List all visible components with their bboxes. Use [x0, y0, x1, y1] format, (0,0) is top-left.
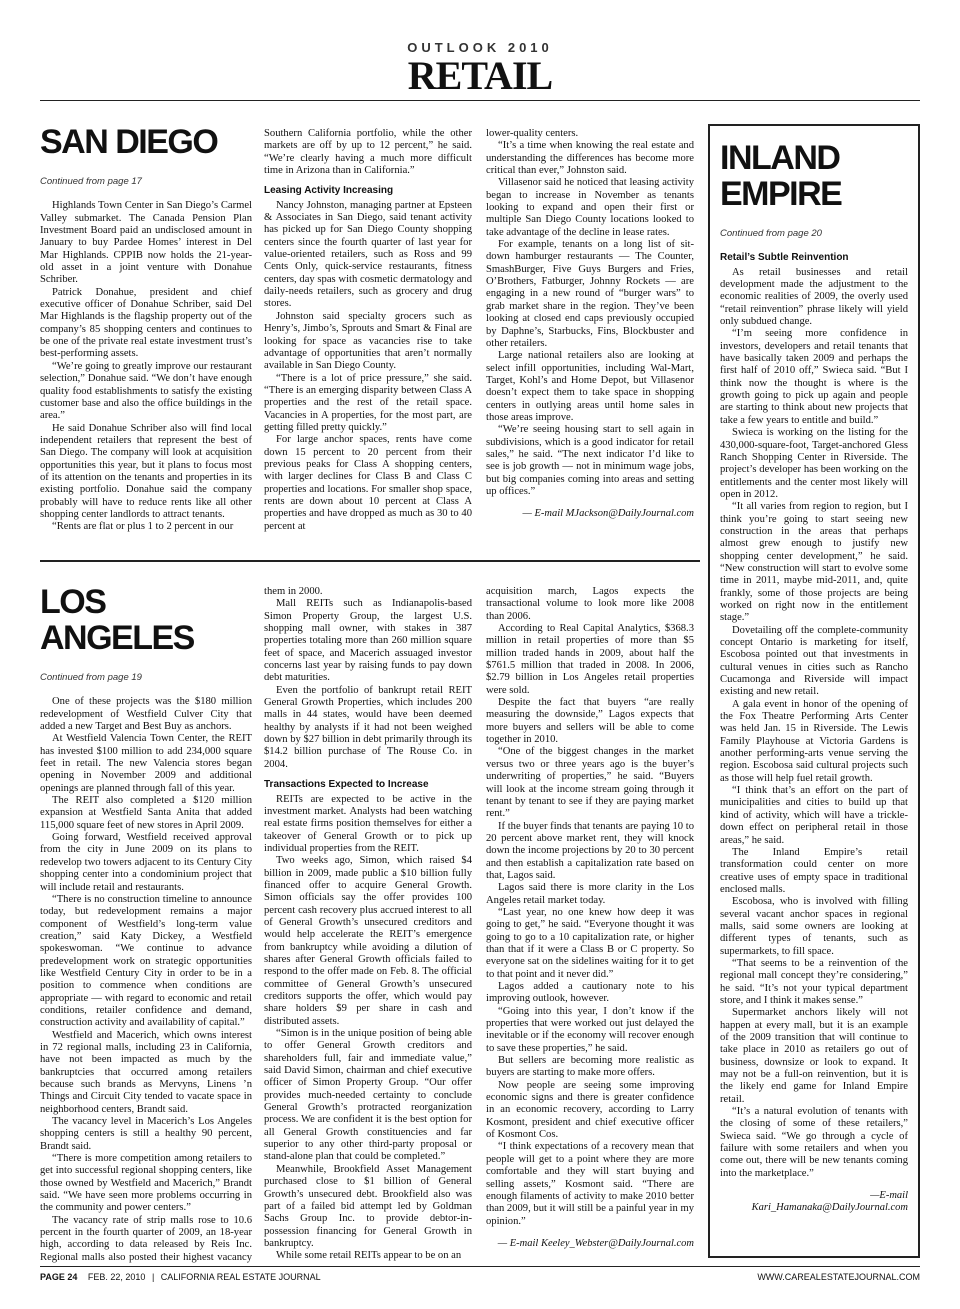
los-angeles-continued: Continued from page 19 [40, 672, 142, 683]
paragraph: One of these projects was the $180 million redevelopment of Westfield Culver City that added a new Target and Best Buy as anchors. [40, 696, 252, 733]
paragraph: If the buyer finds that tenants are paying 10 to 20 percent above market rent, they will knock down the income projections by 20 to 30 percent and then establish a capitalization rate based on that, Lagos said. [486, 820, 694, 881]
san-diego-continued: Continued from page 17 [40, 176, 142, 187]
los-angeles-subhead: Transactions Expected to Increase [264, 779, 429, 791]
los-angeles-byline: — E-mail Keeley_Webster@DailyJournal.com [497, 1237, 694, 1249]
paragraph: The vacancy rate of strip malls rose to 10.6 percent in the fourth quarter of 2009, an 18-year high, according to data released by Reis Inc. Regional malls also posted their highest vacancy [40, 1214, 252, 1263]
paragraph: REITs are expected to be active in the investment market. Analysts had been watching real estate firms position themselves for either a takeover of General Growth or to pick up individual properties from the REIT. [264, 793, 472, 854]
paragraph: Nancy Johnston, managing partner at Epsteen & Associates in San Diego, said tenant activity has picked up for San Diego County shopping centers since the fourth quarter of last year for value-oriented retailers, such as Ross and 99 Cents Only, quick-service restaurants, fitness centers, day spas with cosmetic dermatology and daily-needs retailers, such as grocery and drug stores. [264, 199, 472, 310]
los-angeles-col3-body [486, 586, 694, 1228]
inland-empire-headline-1: INLAND [720, 140, 840, 177]
paragraph: acquisition march, Lagos expects the transactional volume to look more like 2008 than 2006. [486, 586, 694, 622]
paragraph: While some retail REITs appear to be on an [276, 1250, 462, 1262]
paragraph: Dovetailing off the complete-community concept Ontario is marketing for itself, Escobosa pointed out that investments in cultural venues in cities such as Rancho Cucamonga and Riverside will impact existing and new retail. [720, 624, 908, 698]
page-footer: PAGE 24 FEB. 22, 2010 | CALIFORNIA REAL ESTATE JOURNAL WWW.CAREALESTATEJOURNAL.COM [40, 1272, 920, 1282]
san-diego-byline: — E-mail MJackson@DailyJournal.com [522, 508, 694, 520]
inland-empire-body [720, 267, 908, 1180]
paragraph: “I think expectations of a recovery mean that people will get to a point where they are more comfortable and they will start buying and selling assets,” Kosmont said. “There are enough filaments of activity to make 2010 better than 2009, but it will still be a painful year in my opinion.” [486, 1141, 694, 1227]
paragraph: “One of the biggest changes in the market versus two or three years ago is the buyer’s underwriting of properties,” he said. “Buyers will look at the income stream going through it tenant by tenant to see if they are paying market rent.” [486, 746, 694, 820]
paragraph: Patrick Donahue, president and chief executive officer of Donahue Schriber, said Del Mar Highlands is the flagship property out of the company’s 85 shopping centers and continues to be one of the private real estate investment trust’s best-performing assets. [40, 286, 252, 360]
los-angeles-column-1 [40, 584, 252, 1264]
paragraph: “It’s a natural evolution of tenants with the closing of some of these retailers,” Swieca said. “We go through a cycle of failure with some retailers and when you come out, there will be new tenants coming into the marketplace.” [720, 1106, 908, 1179]
paragraph: According to Real Capital Analytics, $368.3 million in retail properties of more than $5 million traded hands in 2009, about half the $761.5 million that traded in 2008. In 2006, $2.79 billion in Los Angeles retail properties were sold. [486, 623, 694, 696]
paragraph: Lagos added a cautionary note to his improving outlook, however. [486, 981, 694, 1005]
paragraph: Going forward, Westfield received approval from the city in June 2009 on its plans to redevelop two towers adjacent to its Century City shopping center into a condominium project that will include retail and restaurants. [40, 832, 252, 893]
inland-empire-subhead: Retail’s Subtle Reinvention [720, 252, 849, 264]
inland-empire-box [708, 124, 920, 1258]
story-divider [40, 560, 700, 562]
san-diego-headline: SAN DIEGO [40, 124, 218, 161]
paragraph: “I’m seeing more confidence in investors, developers and retail tenants that have basically taken 2009 and perhaps the first half of 2010 off,” Swieca said. “But I think now the thought is where is the growth going to pick up again and people are starting to think about new projects that take a few years to entitle and build.” [720, 328, 908, 426]
paragraph: Despite the fact that buyers “are really measuring the downside,” Lagos expects that more buyers and sellers will be able to come together in 2010. [486, 697, 694, 746]
san-diego-col3-body [486, 128, 694, 498]
los-angeles-col2-body [264, 794, 472, 1263]
paragraph: Johnston said specialty grocers such as Henry’s, Jimbo’s, Sprouts and Smart & Final are looking for space as vacancies rise to take advantage of opportunities that aren’t normally available in San Diego County. [264, 310, 472, 372]
inland-empire-column [720, 140, 908, 1252]
paragraph: Now people are seeing some improving economic signs and there is greater confidence in an economic recovery, according to Larry Kosmont, president and chief executive officer of Kosmont Cos. [486, 1079, 694, 1141]
paragraph: Even the portfolio of bankrupt retail REIT General Growth Properties, which includes 200 malls in 44 states, would have been deemed healthy by analysts if it had not been weighed down by $27 billion in debt primarily through its $14.2 billion purchase of The Rouse Co. in 2004. [264, 684, 472, 770]
paragraph: Large national retailers also are looking at select infill opportunities, including Wal-Mart, Target, Kohl’s and Home Depot, but Villasenor doesn’t expect them to take space in shopping centers in outlying areas until home sales in those areas improve. [486, 350, 694, 423]
inland-empire-headline-2: EMPIRE [720, 175, 842, 213]
los-angeles-headline: LOS ANGELES [40, 584, 194, 657]
publication-name: CALIFORNIA REAL ESTATE JOURNAL [160, 1272, 321, 1282]
section-kicker: OUTLOOK 2010 [407, 40, 553, 55]
paragraph: Escobosa, who is involved with filling several vacant anchor spaces in regional malls, said some owners are looking at different types of tenants, such as supermarkets, to fill space. [720, 896, 908, 957]
paragraph: But sellers are becoming more realistic as buyers are starting to make more offers. [486, 1055, 694, 1079]
paragraph: lower-quality centers. [486, 128, 579, 139]
paragraph: “There is a lot of price pressure,” she said. “There is an emerging disparity between Class A properties and the rest of the retail space. Vacancies in A properties, for the most part, are getting filled pretty quickly.” [264, 372, 472, 433]
issue-date: FEB. 22, 2010 [87, 1272, 146, 1282]
paragraph: “We’re going to greatly improve our restaurant selection,” Donahue said. “We don’t have enough quality food establishments to satisfy the existing customer base and also the office buildings in the area.” [40, 360, 252, 422]
paragraph: “It all varies from region to region, but I think you’re going to start seeing new construction in the areas that perhaps almost grew enough to justify new shopping center development,” he said. “New construction will start to evolve some time in 2011, maybe mid-2011, and, quite frankly, some of those projects are being worked on right now in the entitlement stage.” [720, 501, 908, 624]
paragraph: “It’s a time when knowing the real estate and understanding the differences has become more critical than ever,” Johnston said. [486, 140, 694, 177]
san-diego-column-1 [40, 124, 252, 548]
paragraph: As retail businesses and retail development made the adjustment to the economic realities of 2009, the overly used “retail reinvention” phrase likely will yield only subdued change. [720, 266, 908, 328]
paragraph: “Simon is in the unique position of being able to offer General Growth creditors and shareholders full, fair and immediate value,” said David Simon, chairman and chief executive officer of Simon Property Group. “Our offer provides much-needed certainty to conclude General Growth’s protracted reorganization process. We are confident it is the best option for all General Growth constituencies and far superior to any other third-party proposal or stand-alone plan that could be completed.” [264, 1028, 472, 1163]
paragraph: Two weeks ago, Simon, which raised $4 billion in 2009, made public a $10 billion fully financed offer to acquire General Growth. Simon officials say the offer provides 100 percent cash recovery plus accrued interest to all of General Growth’s unsecured creditors and would help accelerate the REIT’s emergence from bankruptcy while avoiding a dilution of shares after General Growth officials failed to respond to the offer made on Feb. 8. The official committee of General Growth’s unsecured creditors supports the offer, which would pay share holders $9 per share in cash and distributed assets. [264, 855, 472, 1027]
inland-empire-continued: Continued from page 20 [720, 228, 822, 239]
paragraph: Supermarket anchors likely will not happen at every mall, but it is an example of the 2009 transition that will continue to take place in 2010 as retailers go out of business, downsize or look to expand. It may not be a full-on reinvention, but it is the likely end game for Inland Empire retail. [720, 1007, 908, 1105]
paragraph: them in 2000. [264, 586, 323, 597]
paragraph: “I think that’s an effort on the part of municipalities and cities to build up that kind of activity, which will have a trickle-down effect on peripheral retail in those areas,” he said. [720, 785, 908, 846]
los-angeles-col2-lead [264, 586, 472, 771]
san-diego-column-3 [486, 128, 694, 552]
paragraph: “We’re seeing housing start to sell again in subdivisions, which is a good indicator for retail sales,” he said. “The next indicator I’d like to see is job growth — not in minimum wage jobs, but big companies coming into areas and setting up offices.” [486, 424, 694, 497]
paragraph: “There is more competition among retailers to get into successful regional shopping centers, like those owned by Westfield and Macerich,” Brandt said. “We have seen more problems occurring in the community and power centers.” [40, 1153, 252, 1214]
los-angeles-col1-body [40, 696, 252, 1264]
paragraph: The Inland Empire’s retail transformation could center on more creative uses of empty space in traditional enclosed malls. [720, 846, 908, 895]
paragraph: A gala event in honor of the opening of the Fox Theatre Performing Arts Center was held Jan. 15 in Riverside. The Lewis Family Playhouse at Victoria Gardens is another performing-arts venue serving the region. Escobosa said cultural projects such as those will help fuel retail growth. [720, 698, 908, 784]
paragraph: Meanwhile, Brookfield Asset Management purchased close to $1 billion of General Growth’s unsecured debt. Brookfield also was part of a failed bid attempt led by Goldman Sachs Group Inc. to provide debtor-in-possession financing for General Growth in bankruptcy. [264, 1163, 472, 1249]
san-diego-col2-body [264, 200, 472, 533]
masthead [0, 40, 960, 97]
paragraph: “Going into this year, I don’t know if the properties that were worked out just delayed the inevitable or if the economy will recover enough to save these properties,” he said. [486, 1005, 694, 1054]
paragraph: “Last year, no one knew how deep it was going to get,” he said. “Everyone thought it was going to go to a 10 capitalization rate, or higher than that if it were a Class B or C property. So everyone sat on the sidelines waiting for it to get to that point and it never did.” [486, 906, 694, 980]
san-diego-col1-body [40, 200, 252, 533]
section-title: RETAIL [407, 53, 553, 98]
top-rule [40, 100, 920, 101]
paragraph: The vacancy level in Macerich’s Los Angeles shopping centers is still a healthy 90 percent, Brandt said. [40, 1116, 252, 1152]
paragraph: Highlands Town Center in San Diego’s Carmel Valley submarket. The Canada Pension Plan Investment Board paid an undisclosed amount in January to buy Pardee Homes’ interest in Del Mar Highlands. CPPIB now holds the 21-year-old asset in a joint venture with Donahue Schriber. [40, 200, 252, 286]
paragraph: Swieca is working on the listing for the 430,000-square-foot, Target-anchored Gless Ranch Shopping Center in Riverside. The project’s developer has been working on the entitlements and the center most likely will open in 2012. [720, 427, 908, 500]
paragraph: “There is no construction timeline to announce today, but redevelopment remains a major component of Westfield’s long-term value creation,” said Katy Dickey, a Westfield spokeswoman. “We continue to advance predevelopment work on strategic opportunities like Westfield Century City in order to be in a position to commence when conditions are appropriate — with regard to economic and retail conditions, retailer confidence and demand, construction activity and availability of capital.” [40, 893, 252, 1029]
san-diego-subhead: Leasing Activity Increasing [264, 185, 394, 197]
paragraph: Westfield and Macerich, which owns interest in 72 regional malls, including 23 in California, have not been impacted as much by the bankruptcies that occurred among retailers because such brands as Mervyns, Linens ’n Things and Circuit City tended to vacate space in neighborhood centers, Brandt said. [40, 1029, 252, 1115]
paragraph: “That seems to be a reinvention of the regional mall concept they’re considering,” he said. “It’s not your typical department store, and I think it makes sense.” [720, 957, 908, 1006]
los-angeles-column-2 [264, 586, 472, 1264]
paragraph: He said Donahue Schriber also will find local independent retailers that represent the best of San Diego. The company will look at acquisition opportunities this year, but it plans to focus most of its attention on the tenants and properties in its existing portfolio. Donahue said the company probably will have to reduce rents like all other shopping center landlords to attract tenants. [40, 422, 252, 520]
paragraph: For example, tenants on a long list of sit-down hamburger restaurants — The Counter, SmashBurger, Five Guys Burgers and Fries, O’Brothers, Fatburger, Johnny Rockets — are engaging in a new round of “burger wars” to grab market share in the region. They’ve been looking at closed end caps previously occupied by Daphne’s, Starbucks, Fins, Blockbuster and other retailers. [486, 239, 694, 349]
paragraph: At Westfield Valencia Town Center, the REIT has invested $100 million to add 234,000 square feet in retail. The new Valencia stores began opening in November 2009 and additional openings are planned through fall of this year. [40, 733, 252, 794]
paragraph: Mall REITs such as Indianapolis-based Simon Property Group, the largest U.S. shopping mall owner, with stakes in 387 properties totaling more than 260 million square feet of space, and Macerich assuaged investor concerns last year by raising funds to pay down debt maturities. [264, 598, 472, 684]
san-diego-col2-lead: Southern California portfolio, while the other markets are off by up to 12 percent,” he said. “We’re clearly having a much more difficult time in Arizona than in California.” [264, 128, 472, 177]
paragraph: The REIT also completed a $120 million expansion at Westfield Santa Anita that added 115,000 square feet of new stores in April 2009. [40, 795, 252, 831]
inland-empire-byline: —E-mail Kari_Hamanaka@DailyJournal.com [751, 1190, 908, 1214]
paragraph: “Rents are flat or plus 1 to 2 percent in our [52, 521, 234, 533]
paragraph: Villasenor said he noticed that leasing activity began to increase in November as tenants looking to expand and open their first or multiple San Diego County locations looked to take advantage of the decline in lease rates. [486, 177, 694, 238]
page-number: PAGE 24 [40, 1272, 78, 1282]
los-angeles-column-3 [486, 586, 694, 1264]
website-link[interactable]: WWW.CAREALESTATEJOURNAL.COM [757, 1272, 920, 1282]
paragraph: Lagos said there is more clarity in the Los Angeles retail market today. [486, 882, 694, 906]
footer-rule [40, 1266, 920, 1267]
san-diego-column-2 [264, 128, 472, 552]
paragraph: For large anchor spaces, rents have come down 15 percent to 20 percent from their previous peaks for Class A shopping centers, with larger declines for Class B and Class C properties and locations. For smaller shop space, rents are down about 10 percent at Class A properties and have dropped as much as 30 to 40 percent at [264, 434, 472, 532]
